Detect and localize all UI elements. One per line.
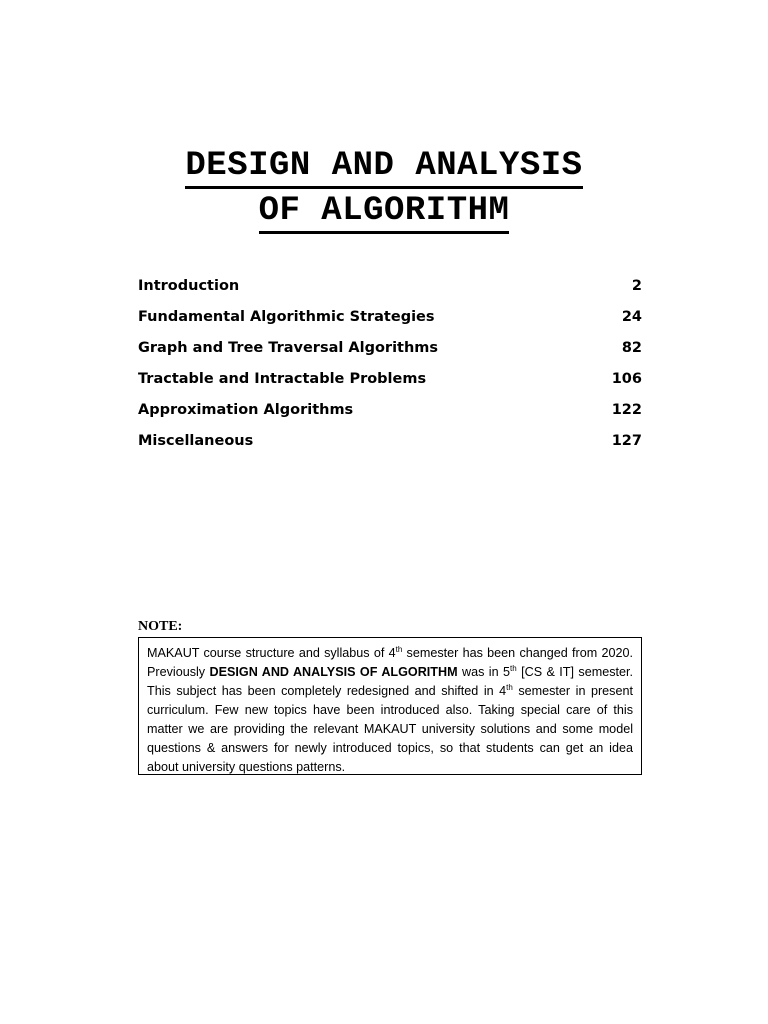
title-line-1: DESIGN AND ANALYSIS: [185, 148, 582, 189]
toc-entry-label: Graph and Tree Traversal Algorithms: [138, 340, 439, 356]
table-of-contents: [138, 278, 642, 464]
toc-entry-page: 106: [611, 371, 642, 387]
toc-entry-introduction: [138, 278, 642, 309]
title-row-1: [0, 148, 768, 189]
document-title: [0, 148, 768, 238]
toc-entry-label: Tractable and Intractable Problems: [138, 371, 427, 387]
note-subject-name: DESIGN AND ANALYSIS OF ALGORITHM: [209, 665, 458, 679]
note-text: semester in present curriculum. Few new topics have been introduced also. Taking special care of this matter we are providing the relevant MAKAUT university solutions and some model questions & answers for newly introduced topics, so that students can get an idea about university questions patterns.: [147, 684, 633, 774]
note-text: MAKAUT course structure and syllabus of 4: [147, 646, 396, 660]
toc-entry-graph-tree-traversal: [138, 340, 642, 371]
title-row-2: [0, 193, 768, 234]
toc-entry-page: 82: [621, 340, 642, 356]
toc-entry-page: 122: [611, 402, 642, 418]
note-superscript: th: [395, 644, 403, 654]
toc-entry-page: 127: [611, 433, 642, 449]
toc-entry-tractable-intractable: [138, 371, 642, 402]
toc-entry-page: 2: [631, 278, 642, 294]
note-text: [CS & IT] semester. This subject has been completely redesigned and shifted in 4: [147, 665, 634, 698]
toc-entry-approximation: [138, 402, 642, 433]
toc-entry-label: Fundamental Algorithmic Strategies: [138, 309, 435, 325]
title-line-2: OF ALGORITHM: [259, 193, 510, 234]
toc-entry-page: 24: [621, 309, 642, 325]
note-superscript: th: [506, 682, 513, 692]
note-heading: NOTE:: [138, 619, 183, 634]
toc-entry-fundamental-strategies: [138, 309, 642, 340]
note-text: was in 5: [457, 665, 511, 679]
note-box: [138, 637, 642, 775]
toc-entry-miscellaneous: [138, 433, 642, 464]
toc-entry-label: Introduction: [138, 278, 240, 294]
note-superscript: th: [510, 663, 517, 673]
toc-entry-label: Approximation Algorithms: [138, 402, 354, 418]
toc-entry-label: Miscellaneous: [138, 433, 254, 449]
note-text: semester has been changed from 2020. Previously: [147, 646, 633, 679]
